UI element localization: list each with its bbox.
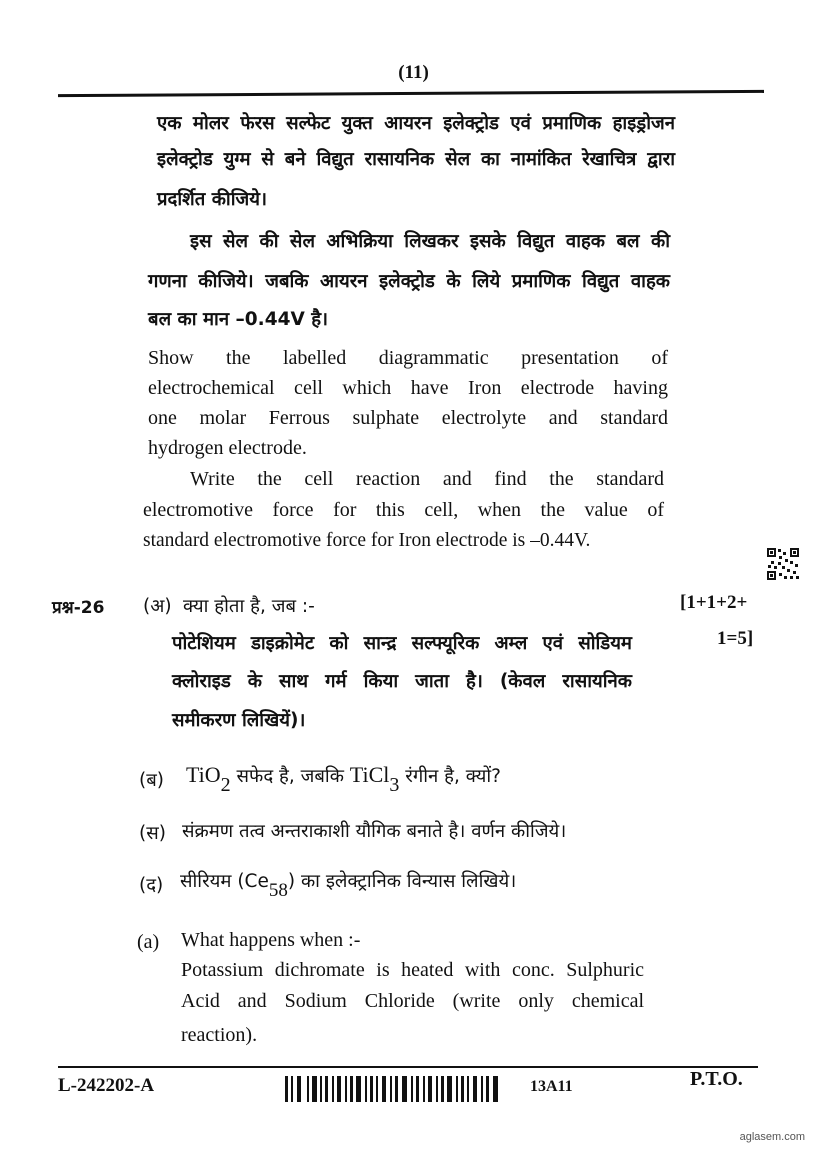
q25-english-line: Write the cell reaction and find the standard bbox=[190, 468, 664, 490]
top-rule bbox=[58, 90, 764, 97]
question-label: प्रश्न-26 bbox=[52, 598, 105, 618]
watermark: aglasem.com bbox=[739, 1131, 805, 1143]
sub-question-text: Potassium dichromate is heated with conc. Sulphuric bbox=[181, 959, 644, 981]
q25-hindi-line: बल का मान –0.44V है। bbox=[148, 309, 329, 330]
marks-distribution: 1=5] bbox=[717, 628, 754, 649]
sub-question-lead: What happens when :- bbox=[181, 929, 361, 951]
sub-question-text: पोटेशियम डाइक्रोमेट को सान्द्र सल्फ्यूरिक अम्ल एवं सोडियम bbox=[172, 633, 632, 654]
sub-question-text: समीकरण लिखियें)। bbox=[172, 710, 306, 731]
q25-english-line: hydrogen electrode. bbox=[148, 437, 307, 459]
sub-question-lead: क्या होता है, जब :- bbox=[183, 596, 315, 617]
sub-question-text: क्लोराइड के साथ गर्म किया जाता है। (केवल रासायनिक bbox=[172, 671, 632, 692]
q25-hindi-line: एक मोलर फेरस सल्फेट युक्त आयरन इलेक्ट्रोड एवं प्रमाणिक हाइड्रोजन bbox=[157, 113, 675, 134]
sub-question-label: (स) bbox=[139, 823, 166, 844]
sub-question-label: (a) bbox=[137, 931, 160, 953]
q25-english-line: Show the labelled diagrammatic presentation of bbox=[148, 347, 668, 369]
sub-question-label: (ब) bbox=[139, 770, 164, 791]
pto-label: P.T.O. bbox=[690, 1068, 743, 1090]
q25-hindi-line: प्रदर्शित कीजिये। bbox=[157, 189, 267, 210]
sub-question-text: संक्रमण तत्व अन्तराकाशी यौगिक बनाते है। वर्णन कीजिये। bbox=[182, 821, 567, 842]
bottom-rule bbox=[58, 1066, 758, 1068]
sub-question-text: सीरियम $(Ce_{58})$ का इलेक्ट्रानिक विन्यास लिखिये। bbox=[180, 871, 517, 901]
series-code: 13A11 bbox=[530, 1078, 573, 1095]
marks-distribution: [1+1+2+ bbox=[680, 592, 748, 613]
sub-question-label: (अ) bbox=[143, 596, 172, 617]
sub-question-text: reaction). bbox=[181, 1024, 258, 1046]
q25-english-line: one molar Ferrous sulphate electrolyte and standard bbox=[148, 407, 668, 429]
q25-hindi-line: गणना कीजिये। जबकि आयरन इलेक्ट्रोड के लिये प्रमाणिक विद्युत वाहक bbox=[148, 271, 670, 292]
sub-question-text: Acid and Sodium Chloride (write only chemical bbox=[181, 990, 644, 1012]
qr-code-icon bbox=[766, 547, 800, 581]
paper-code: L-242202-A bbox=[58, 1075, 155, 1096]
sub-question-label: (द) bbox=[139, 875, 164, 896]
q25-english-line: electromotive force for this cell, when the value of bbox=[143, 499, 664, 521]
q25-english-line: electrochemical cell which have Iron electrode having bbox=[148, 377, 668, 399]
q25-hindi-line: इस सेल की सेल अभिक्रिया लिखकर इसके विद्युत वाहक बल की bbox=[190, 231, 670, 252]
q25-english-line: standard electromotive force for Iron electrode is –0.44V. bbox=[143, 530, 591, 551]
q25-hindi-line: इलेक्ट्रोड युग्म से बने विद्युत रासायनिक सेल का नामांकित रेखाचित्र द्वारा bbox=[157, 149, 675, 170]
barcode-icon bbox=[285, 1072, 503, 1106]
sub-question-text: TiO$_2$ सफेद है, जबकि TiCl$_3$ रंगीन है, क्यों? bbox=[186, 762, 502, 796]
page-number: (11) bbox=[398, 62, 429, 83]
